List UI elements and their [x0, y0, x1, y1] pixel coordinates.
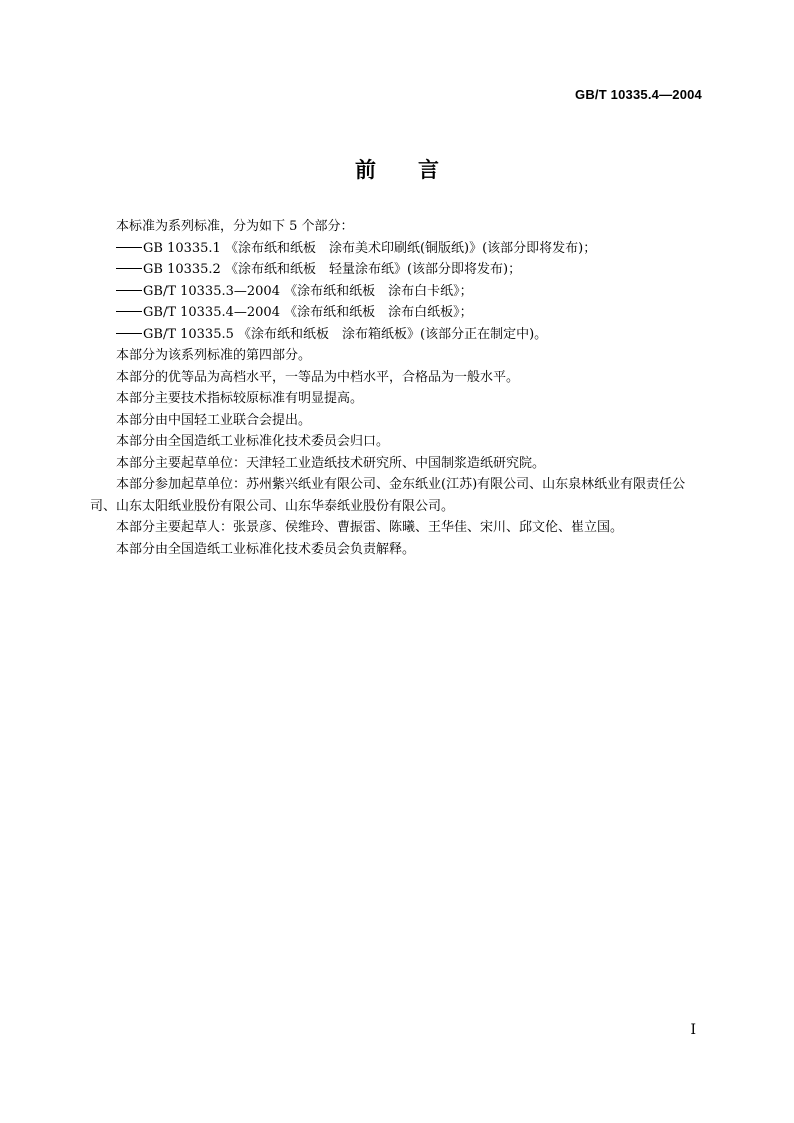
paragraph: 本部分参加起草单位：苏州紫兴纸业有限公司、金东纸业(江苏)有限公司、山东泉林纸业有限责任公司、山东太阳纸业股份有限公司、山东华泰纸业股份有限公司。: [90, 477, 686, 514]
paragraph: 本部分由中国轻工业联合会提出。: [116, 412, 312, 428]
paragraph: 本部分主要起草人：张景彦、侯维玲、曹振雷、陈曦、王华佳、宋川、邱文伦、崔立国。: [116, 520, 624, 535]
paragraph: 本部分主要起草单位：天津轻工业造纸技术研究所、中国制浆造纸研究院。: [116, 455, 546, 471]
list-item-text: GB/T 10335.3—2004 《涂布纸和纸板 涂布白卡纸》；: [143, 283, 473, 299]
em-dash: [116, 247, 142, 248]
list-item: [90, 302, 706, 324]
em-dash: [116, 333, 142, 334]
paragraph: 本部分的优等品为高档水平，一等品为中档水平，合格品为一般水平。: [116, 369, 520, 385]
list-item: [90, 238, 706, 260]
em-dash: [116, 311, 142, 312]
intro-paragraph: 本标准为系列标准，分为如下 5 个部分：: [116, 219, 354, 234]
page-number: I: [690, 1022, 696, 1038]
list-item-text: GB/T 10335.4—2004 《涂布纸和纸板 涂布白纸板》；: [143, 305, 473, 320]
list-item-text: GB/T 10335.5 《涂布纸和纸板 涂布箱纸板》(该部分正在制定中)。: [143, 326, 548, 342]
em-dash: [116, 290, 142, 291]
list-item-text: GB 10335.2 《涂布纸和纸板 轻量涂布纸》(该部分即将发布)；: [143, 262, 522, 277]
title-char-2: 言: [418, 158, 439, 182]
title-char-1: 前: [355, 158, 376, 182]
em-dash: [116, 268, 142, 269]
list-item: [90, 281, 706, 303]
paragraph: 本部分由全国造纸工业标准化技术委员会归口。: [116, 434, 390, 449]
paragraph: 本部分主要技术指标较原标准有明显提高。: [116, 391, 364, 406]
page-title: [0, 154, 794, 184]
standard-code: GB/T 10335.4—2004: [575, 87, 702, 102]
paragraph: 本部分由全国造纸工业标准化技术委员会负责解释。: [116, 541, 416, 557]
document-body: [90, 216, 706, 560]
list-item-text: GB 10335.1 《涂布纸和纸板 涂布美术印刷纸(铜版纸)》(该部分即将发布)；: [143, 240, 597, 256]
paragraph: 本部分为该系列标准的第四部分。: [116, 348, 312, 363]
list-item: [90, 259, 706, 281]
list-item: [90, 324, 706, 346]
